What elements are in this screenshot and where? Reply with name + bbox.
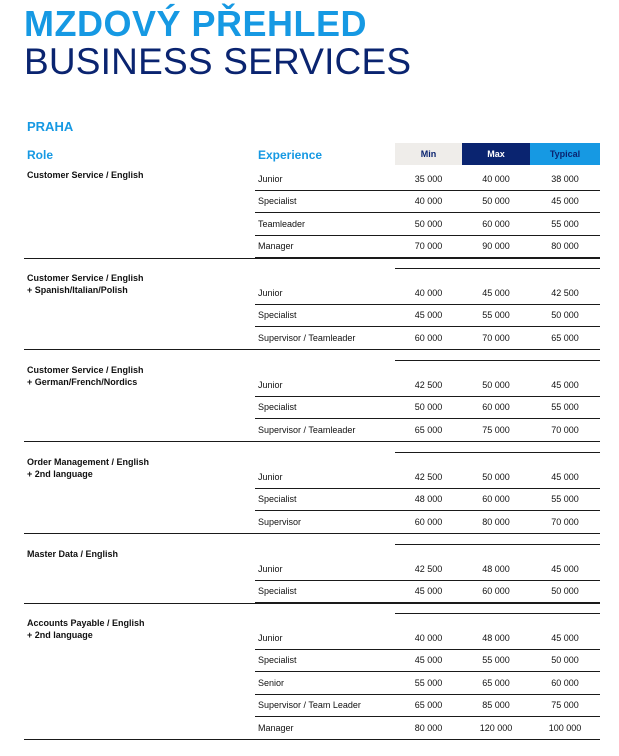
table-row — [255, 511, 600, 534]
experience-cell: Junior — [258, 288, 283, 298]
max-cell: 80 000 — [482, 516, 510, 527]
table-row — [255, 580, 600, 603]
experience-cell: Junior — [258, 174, 283, 184]
typical-cell: 80 000 — [551, 241, 579, 252]
experience-cell: Specialist — [258, 494, 297, 505]
table-row — [255, 304, 600, 327]
experience-cell: Senior — [258, 677, 285, 688]
city-heading: PRAHA — [27, 119, 74, 134]
min-cell: 50 000 — [414, 402, 443, 413]
min-cell: 60 000 — [414, 516, 443, 527]
min-cell: 45 000 — [414, 310, 443, 321]
min-cell: 65 000 — [414, 700, 443, 711]
typical-cell: 50 000 — [551, 586, 579, 597]
max-cell: 65 000 — [482, 677, 510, 688]
max-cell: 90 000 — [482, 241, 510, 252]
column-header-max: Max — [462, 143, 530, 165]
max-cell: 50 000 — [482, 196, 510, 207]
experience-cell: Specialist — [258, 196, 297, 207]
group-top-rule — [395, 613, 600, 614]
experience-cell: Supervisor — [258, 516, 302, 527]
min-cell: 48 000 — [414, 494, 443, 505]
min-cell: 40 000 — [414, 196, 443, 207]
typical-cell: 45 000 — [551, 633, 579, 643]
role-label: Customer Service / English + German/French/Nordics — [27, 365, 144, 387]
experience-cell: Specialist — [258, 310, 297, 321]
max-cell: 48 000 — [482, 564, 510, 574]
min-cell: 35 000 — [414, 174, 443, 184]
column-header-typical: Typical — [530, 143, 600, 165]
table-row — [255, 717, 600, 740]
min-cell: 42 500 — [414, 472, 443, 482]
max-cell: 85 000 — [482, 700, 510, 711]
min-cell: 60 000 — [414, 332, 443, 343]
typical-cell: 45 000 — [551, 196, 579, 207]
min-cell: 40 000 — [414, 633, 443, 643]
min-cell: 45 000 — [414, 655, 443, 666]
group-top-rule — [395, 268, 600, 269]
table-row — [255, 627, 600, 650]
experience-cell: Specialist — [258, 655, 297, 666]
table-row — [255, 327, 600, 350]
column-header-experience: Experience — [258, 148, 323, 162]
group-separator — [24, 533, 600, 534]
experience-cell: Specialist — [258, 586, 297, 597]
group-separator — [24, 441, 600, 442]
column-header-role: Role — [27, 148, 54, 162]
max-cell: 48 000 — [482, 633, 510, 643]
min-cell: 45 000 — [414, 586, 443, 597]
experience-cell: Manager — [258, 722, 294, 733]
group-top-rule — [395, 452, 600, 453]
experience-cell: Manager — [258, 241, 294, 252]
table-row — [255, 649, 600, 672]
table-row — [255, 466, 600, 489]
min-cell: 42 500 — [414, 564, 443, 574]
min-cell: 55 000 — [414, 677, 443, 688]
typical-cell: 60 000 — [551, 677, 579, 688]
table-row — [255, 488, 600, 511]
max-cell: 60 000 — [482, 402, 510, 413]
typical-cell: 55 000 — [551, 494, 579, 505]
min-cell: 40 000 — [414, 288, 443, 298]
table-row — [255, 558, 600, 581]
typical-cell: 45 000 — [551, 380, 579, 390]
role-label: Customer Service / English — [27, 170, 144, 180]
experience-cell: Supervisor / Teamleader — [258, 424, 356, 435]
group-separator — [24, 258, 600, 259]
group-separator — [24, 603, 600, 604]
table-row — [255, 672, 600, 695]
typical-cell: 55 000 — [551, 218, 579, 229]
min-cell: 80 000 — [414, 722, 443, 733]
max-cell: 60 000 — [482, 218, 510, 229]
group-separator — [24, 349, 600, 350]
experience-cell: Junior — [258, 633, 283, 643]
max-cell: 40 000 — [482, 174, 510, 184]
table-row — [255, 190, 600, 213]
typical-cell: 75 000 — [551, 700, 579, 711]
typical-cell: 45 000 — [551, 472, 579, 482]
typical-cell: 42 500 — [551, 288, 579, 298]
experience-cell: Junior — [258, 564, 283, 574]
table-row — [255, 694, 600, 717]
max-cell: 55 000 — [482, 310, 510, 321]
role-label: Accounts Payable / English + 2nd language — [27, 618, 145, 640]
typical-cell: 50 000 — [551, 310, 579, 321]
typical-cell: 65 000 — [551, 332, 579, 343]
experience-cell: Supervisor / Team Leader — [258, 700, 361, 711]
typical-cell: 50 000 — [551, 655, 579, 666]
role-label: Order Management / English + 2nd language — [27, 457, 150, 479]
typical-cell: 38 000 — [551, 174, 579, 184]
table-row — [255, 168, 600, 191]
group-top-rule — [395, 360, 600, 361]
table-row — [255, 396, 600, 419]
role-label: Customer Service / English + Spanish/Italian/Polish — [27, 273, 144, 295]
typical-cell: 55 000 — [551, 402, 579, 413]
min-cell: 65 000 — [414, 424, 443, 435]
column-header-min: Min — [395, 143, 462, 165]
max-cell: 60 000 — [482, 586, 510, 597]
page-title: MZDOVÝ PŘEHLED — [24, 3, 368, 44]
typical-cell: 70 000 — [551, 424, 579, 435]
min-cell: 42 500 — [414, 380, 443, 390]
experience-cell: Specialist — [258, 402, 297, 413]
group-top-rule — [395, 544, 600, 545]
page-subtitle: BUSINESS SERVICES — [24, 41, 412, 82]
experience-cell: Junior — [258, 472, 283, 482]
typical-cell: 70 000 — [551, 516, 579, 527]
max-cell: 50 000 — [482, 380, 510, 390]
typical-cell: 100 000 — [548, 722, 582, 733]
experience-cell: Teamleader — [258, 218, 306, 229]
group-separator — [24, 739, 600, 740]
table-row — [255, 235, 600, 258]
table-row — [255, 419, 600, 442]
experience-cell: Junior — [258, 380, 283, 390]
table-row — [255, 282, 600, 305]
max-cell: 60 000 — [482, 494, 510, 505]
max-cell: 45 000 — [482, 288, 510, 298]
max-cell: 70 000 — [482, 332, 510, 343]
max-cell: 75 000 — [482, 424, 510, 435]
max-cell: 50 000 — [482, 472, 510, 482]
table-row — [255, 213, 600, 236]
min-cell: 70 000 — [414, 241, 443, 252]
typical-cell: 45 000 — [551, 564, 579, 574]
max-cell: 55 000 — [482, 655, 510, 666]
table-row — [255, 374, 600, 397]
role-label: Master Data / English — [27, 549, 119, 559]
min-cell: 50 000 — [414, 218, 443, 229]
experience-cell: Supervisor / Teamleader — [258, 332, 356, 343]
max-cell: 120 000 — [479, 722, 513, 733]
